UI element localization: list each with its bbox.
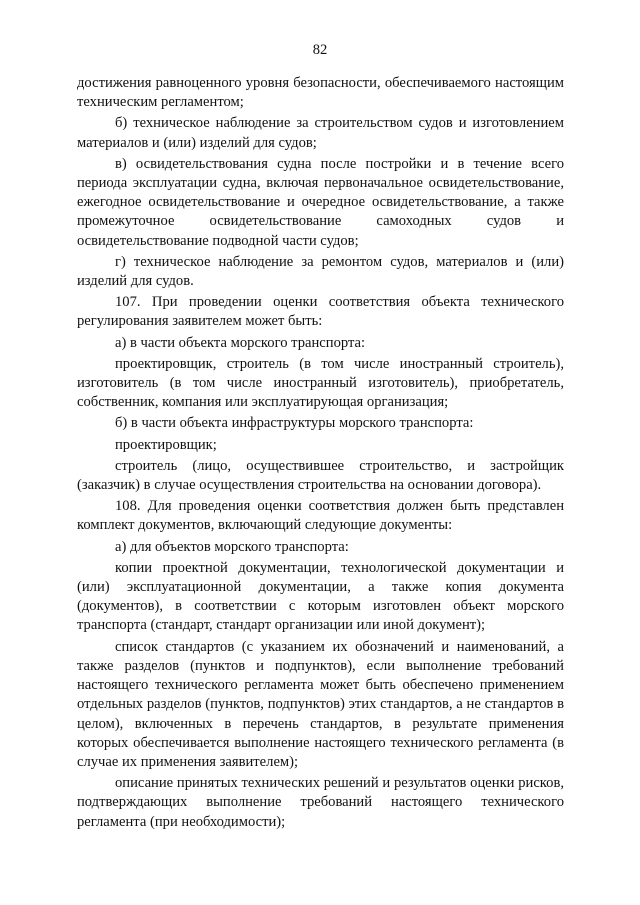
paragraph: копии проектной документации, технологической документации и (или) эксплуатационной документации, а также копия документа (документов), в соответствии с которым изготовлен объект морского транспорта (стандарт, стандарт организации или иной документ);: [77, 559, 564, 634]
paragraph: описание принятых технических решений и результатов оценки рисков, подтверждающих выполнение требований настоящего технического регламента (при необходимости);: [77, 775, 564, 830]
paragraph: строитель (лицо, осуществившее строительство, и застройщик (заказчик) в случае осуществления строительства на основании договора).: [77, 457, 564, 494]
document-body: [77, 74, 564, 834]
paragraph: 108. Для проведения оценки соответствия должен быть представлен комплект документов, включающий следующие документы:: [77, 498, 564, 534]
paragraph: а) для объектов морского транспорта:: [115, 538, 349, 555]
paragraph: проектировщик;: [115, 436, 217, 453]
paragraph: достижения равноценного уровня безопасности, обеспечиваемого настоящим техническим регламентом;: [77, 75, 564, 111]
paragraph: список стандартов (с указанием их обозначений и наименований, а также разделов (пунктов и подпунктов), если выполнение требований настоящего технического регламента может быть обеспечено применением отдельных разделов (пунктов, подпунктов) этих стандартов, а не стандартов в целом), включенных в перечень стандартов, в результате применения которых обеспечивается выполнение настоящего технического регламента (в случае их применения заявителем);: [77, 638, 564, 770]
paragraph: б) в части объекта инфраструктуры морского транспорта:: [115, 415, 474, 432]
paragraph: г) техническое наблюдение за ремонтом судов, материалов и (или) изделий для судов.: [77, 253, 564, 290]
paragraph: 107. При проведении оценки соответствия объекта технического регулирования заявителем может быть:: [77, 294, 564, 330]
paragraph: проектировщик, строитель (в том числе иностранный строитель), изготовитель (в том числе иностранный изготовитель), приобретатель, собственник, компания или эксплуатирующая организация;: [77, 355, 564, 411]
page-number: 82: [312, 42, 328, 58]
paragraph: в) освидетельствования судна после постройки и в течение всего периода эксплуатации судна, включая первоначальное освидетельствование, ежегодное освидетельствование и очередное освидетельствование, а также промежуточное освидетельствование самоходных судов и освидетельствование подводной части судов;: [77, 155, 564, 249]
paragraph: б) техническое наблюдение за строительством судов и изготовлением материалов и (или) изделий для судов;: [77, 115, 564, 151]
paragraph: а) в части объекта морского транспорта:: [115, 334, 366, 351]
